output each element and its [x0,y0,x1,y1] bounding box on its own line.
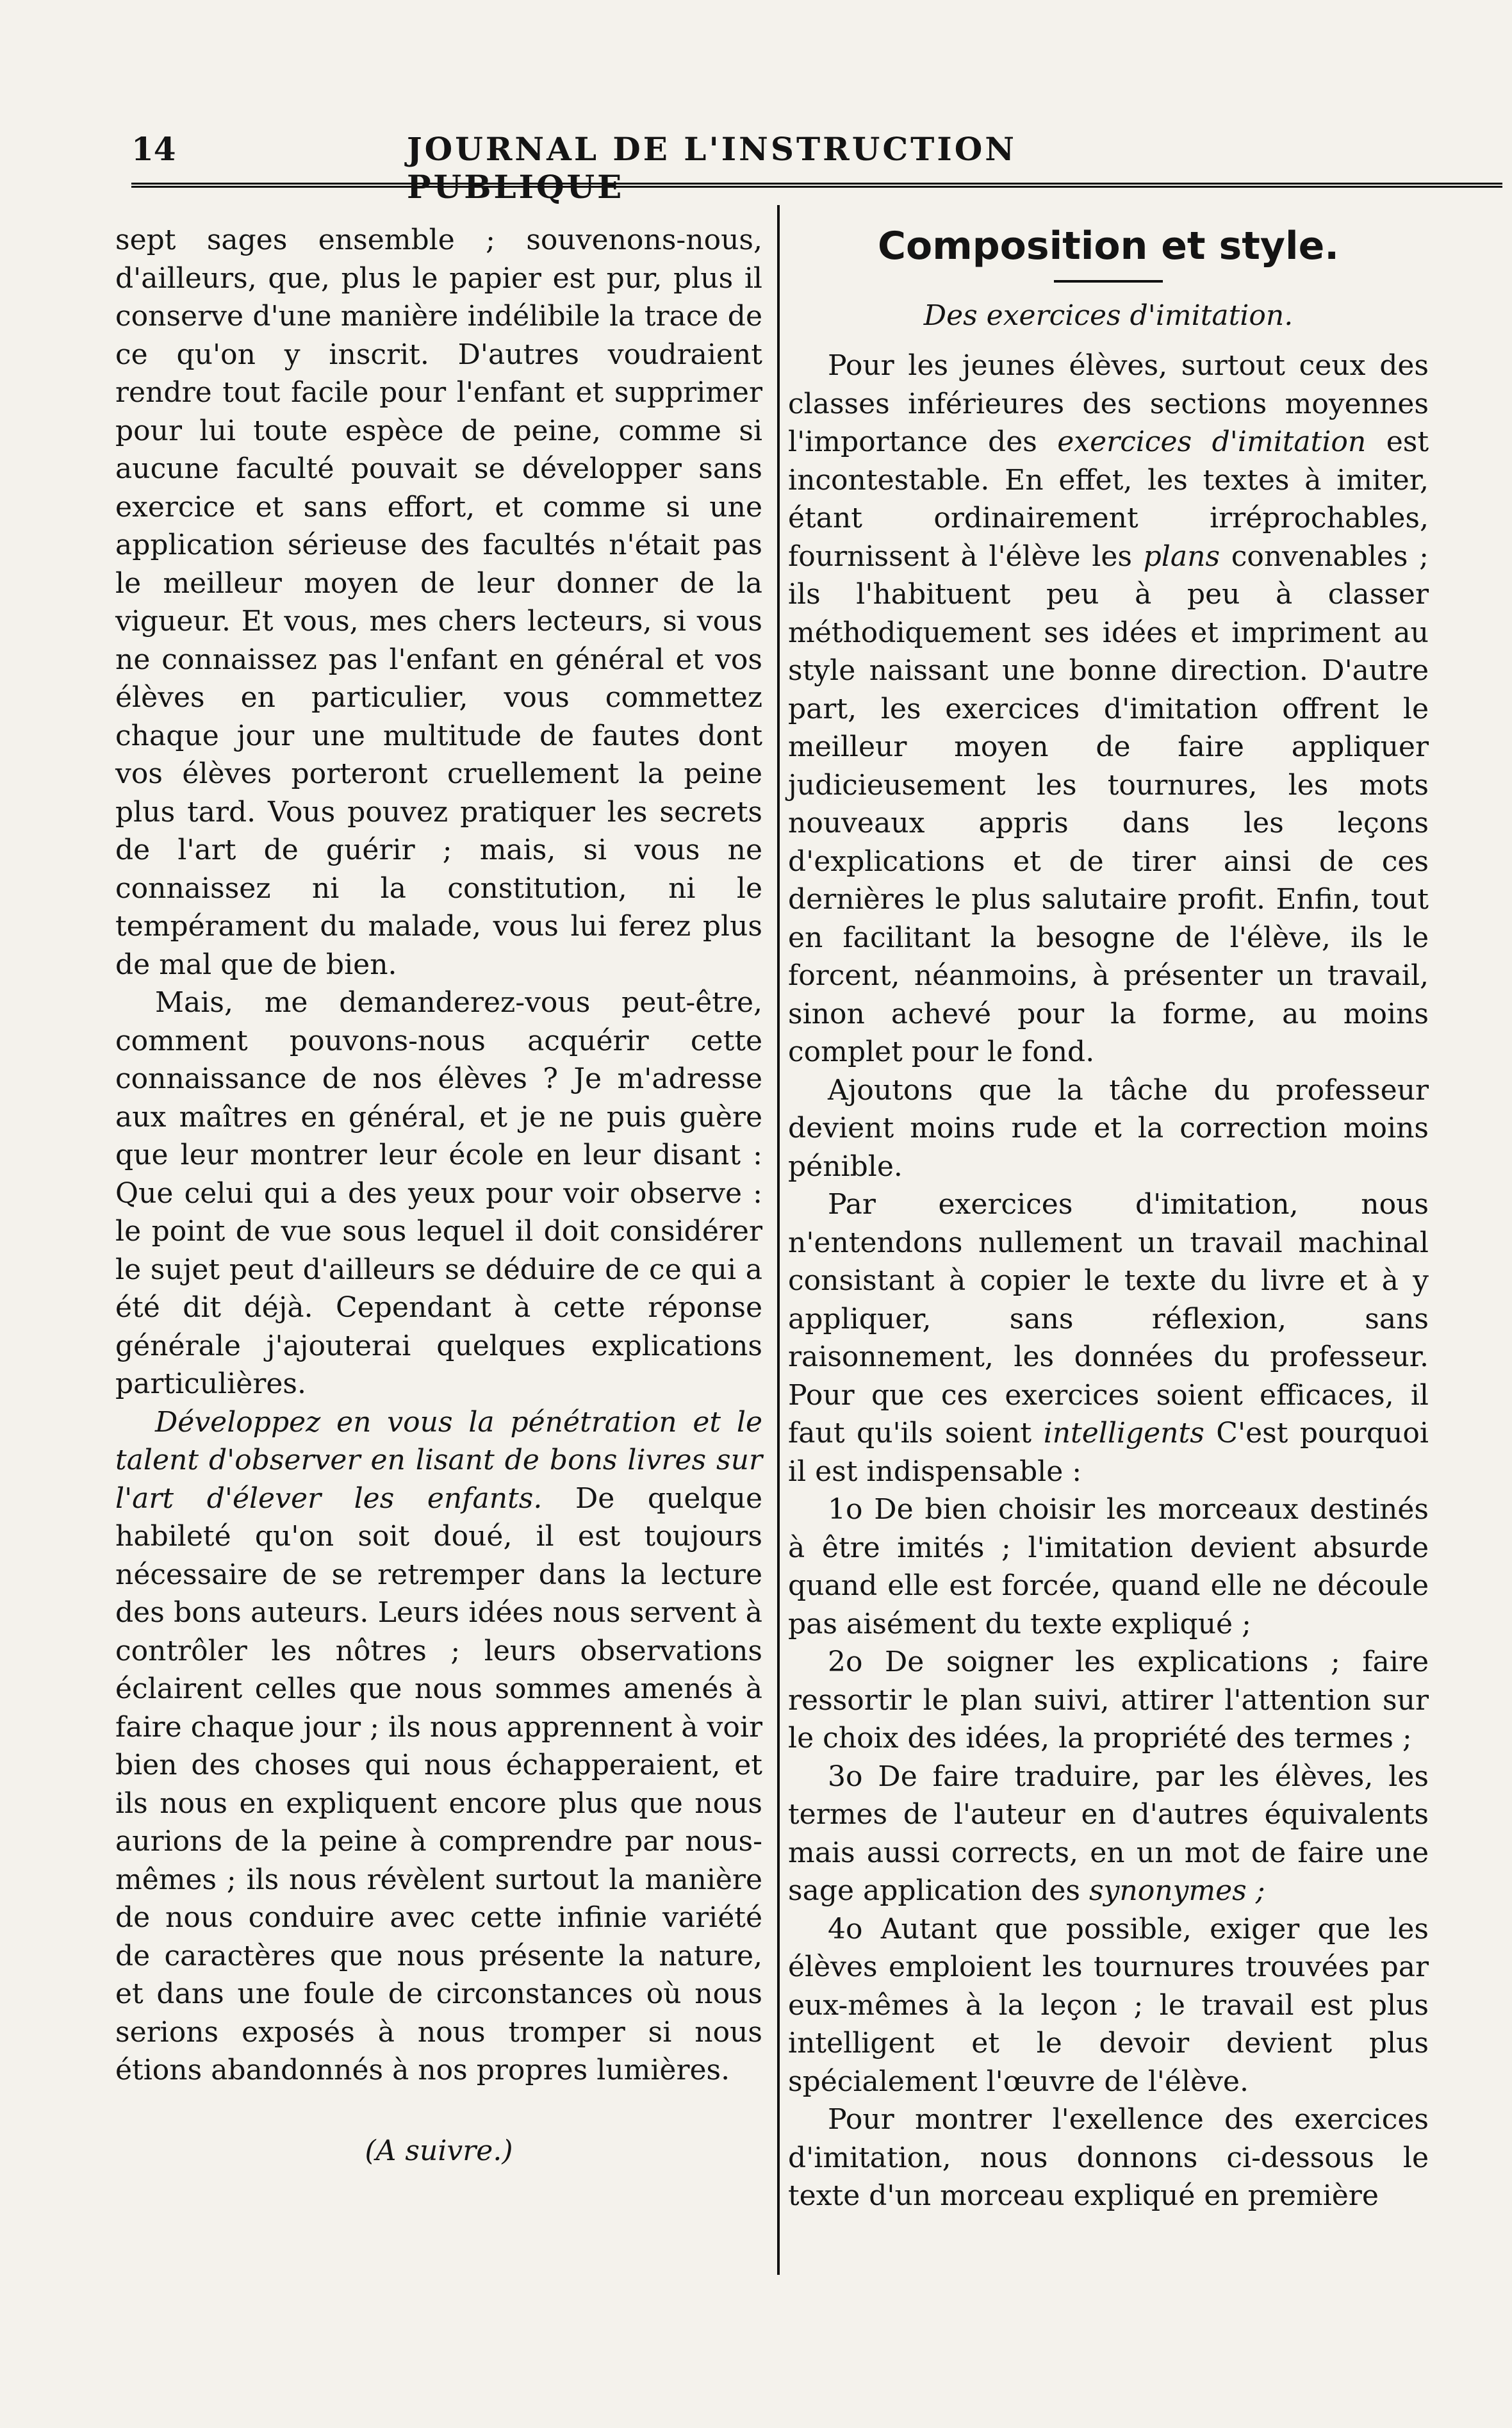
journal-title: JOURNAL DE L'INSTRUCTION PUBLIQUE [407,130,1017,206]
header-double-rule [131,183,1502,188]
paragraph: Ajoutons que la tâche du professeur devient moins rude et la correction moins pénible. [788,1073,1429,1183]
paragraph-text: Par exercices d'imitation, nous n'entendons nullement un travail machinal consistant à copier le texte du livre et à y appliquer, sans réflexion, sans raisonnement, les données du professeur. Pour que ces exercices soient efficaces, il faut qu'ils soient [788,1188,1429,1449]
running-header [131,125,1169,206]
section-title: Composition et style. [877,224,1340,268]
left-column [115,221,762,2167]
list-item: 4o Autant que possible, exiger que les élèves emploient les tournures trouvées par eux-mêmes à la leçon ; le travail est plus intelligent et le devoir devient plus spécialement l'œuvre de l'élève. [788,1912,1429,2098]
column-divider [777,205,780,2275]
list-item [788,1758,1429,1910]
paragraph: sept sages ensemble ; souvenons-nous, d'ailleurs, que, plus le papier est pur, plus il conserve d'une manière indélibile la trace de ce qu'on y inscrit. D'autres voudraient rendre tout facile pour l'enfant et supprimer pour lui toute espèce de peine, comme si aucune faculté pouvait se développer sans exercice et sans effort, et comme si une application sérieuse des facultés n'était pas le meilleur moyen de leur donner de la vigueur. Et vous, mes chers lecteurs, si vous ne connaissez pas l'enfant en général et vos élèves en particulier, vous commettez chaque jour une multitude de fautes dont vos élèves porteront cruellement la peine plus tard. Vous pouvez pratiquer les secrets de l'art de guérir ; mais, si vous ne connaissez ni la constitution, ni le tempérament du malade, vous lui ferez plus de mal que de bien. [115,224,762,981]
paragraph-text: De quelque habileté qu'on soit doué, il est toujours nécessaire de se retremper dans la lecture des bons auteurs. Leurs idées nous servent à contrôler les nôtres ; leurs observations éclairent celles que nous sommes amenés à faire chaque jour ; ils nous apprennent à voir bien des choses qui nous échapperaient, et ils nous en expliquent encore plus que nous aurions de la peine à comprendre par nous-mêmes ; ils nous révèlent surtout la manière de nous conduire avec cette infinie variété de caractères que nous présente la nature, et dans une foule de circonstances où nous serions exposés à nous tromper si nous étions abandonnés à nos propres lumières. [115,1482,762,2086]
right-column [788,221,1429,2215]
paragraph [788,1185,1429,1491]
page-number: 14 [131,130,176,168]
paragraph-text: 3o De faire traduire, par les élèves, les termes de l'auteur en d'autres équivalents mais aussi corrects, en un mot de faire une sage application des [788,1760,1429,1907]
list-item: 2o De soigner les explications ; faire ressortir le plan suivi, attirer l'attention sur le choix des idées, la propriété des termes ; [788,1646,1429,1755]
section-subtitle: Des exercices d'imitation. [923,299,1294,332]
paragraph: Mais, me demanderez-vous peut-être, comment pouvons-nous acquérir cette connaissance de nos élèves ? Je m'adresse aux maîtres en général, et je ne puis guère que leur montrer leur école en leur disant : Que celui qui a des yeux pour voir observe : le point de vue sous lequel il doit considérer le sujet peut d'ailleurs se déduire de ce qui a été dit déjà. Cependant à cette réponse générale j'ajouterai quelques explications particulières. [115,986,762,1400]
italic-lead: Développez en vous la pénétration et le talent d'observer en lisant de bons livres sur l'art d'élever les enfants. [115,1405,762,1515]
paragraph-text: est incontestable. En effet, les textes à imiter, étant ordinairement irréprochables, fournissent à l'élève les [788,425,1429,573]
emphasis: intelligents [1043,1417,1204,1449]
paragraph-text: Pour les jeunes élèves, surtout ceux des classes inférieures des sections moyennes l'importance des [788,349,1429,458]
title-rule [1054,280,1163,283]
emphasis: plans [1143,540,1220,573]
emphasis: exercices d'imitation [1057,425,1367,458]
paragraph [788,347,1429,1071]
paragraph-text: C'est pourquoi il est indispensable : [788,1417,1429,1488]
list-item: 1o De bien choisir les morceaux destinés à être imités ; l'imitation devient absurde quand elle est forcée, quand elle ne découle pas aisément du texte expliqué ; [788,1493,1429,1640]
paragraph [115,1403,762,2090]
paragraph: Pour montrer l'exellence des exercices d'imitation, nous donnons ci-dessous le texte d'un morceau expliqué en première [788,2103,1429,2212]
paragraph-text: convenables ; ils l'habituent peu à peu à classer méthodiquement ses idées et impriment au style naissant une bonne direction. D'autre part, les exercices d'imitation offrent le meilleur moyen de faire appliquer judicieusement les tournures, les mots nouveaux appris dans les leçons d'explications et de tirer ainsi de ces dernières le plus salutaire profit. Enfin, tout en facilitant la besogne de l'élève, ils le forcent, néanmoins, à présenter un travail, sinon achevé pour la forme, au moins complet pour le fond. [788,540,1429,1068]
to-be-continued: (A suivre.) [365,2134,513,2167]
emphasis: synonymes ; [1089,1874,1265,1907]
